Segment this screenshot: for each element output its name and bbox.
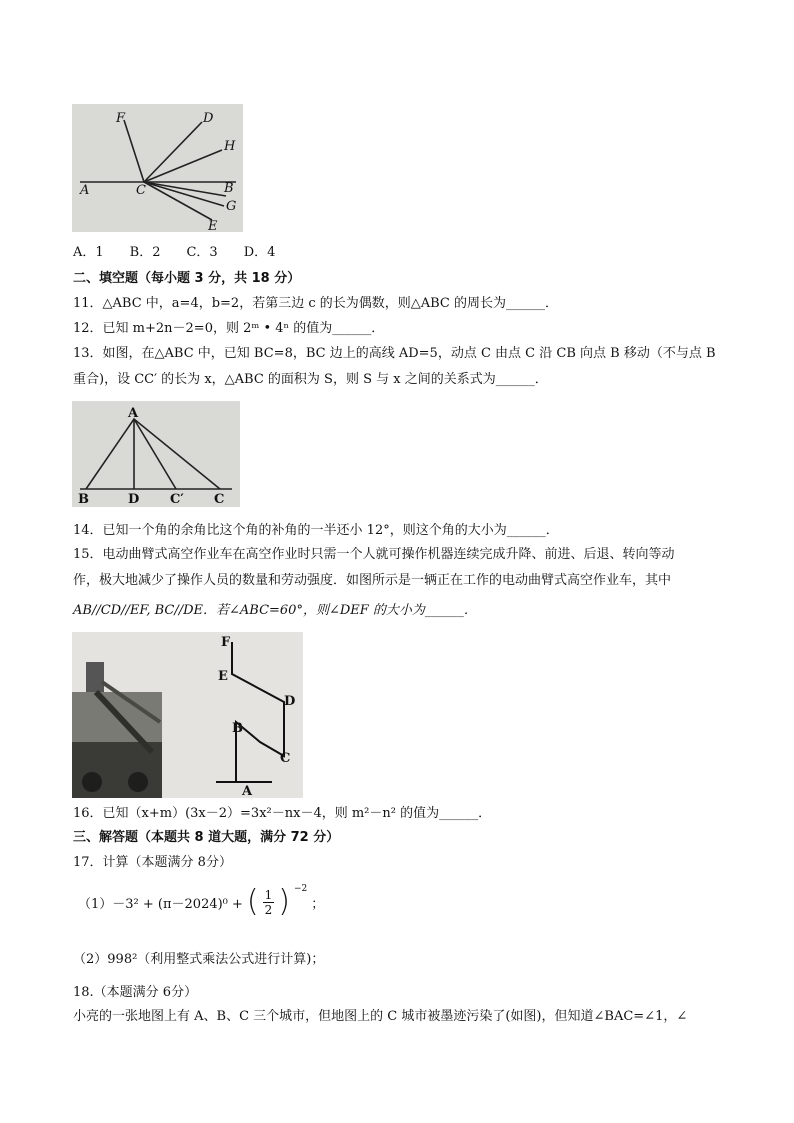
question-17-part2: （2）998²（利用整式乘法公式进行计算)；	[73, 952, 325, 967]
label-G: G	[226, 199, 237, 214]
figure-q15-lift-truck	[72, 632, 303, 798]
question-14: 14．已知一个角的余角比这个角的补角的一半还小 12°，则这个角的大小为______．	[73, 523, 559, 538]
label-D: D	[128, 492, 140, 507]
label-E: E	[218, 669, 228, 684]
label-A: A	[80, 183, 90, 198]
fraction-one-half	[263, 888, 275, 917]
label-A: A	[242, 784, 253, 798]
label-B: B	[232, 721, 243, 736]
section3-heading: 三、解答题（本题共 8 道大题，满分 72 分）	[73, 830, 340, 845]
question-13-line2: 重合)，设 CC′ 的长为 x，△ABC 的面积为 S，则 S 与 x 之间的关系式为______．	[73, 372, 548, 387]
label-F: F	[221, 635, 231, 650]
fraction-denominator: 2	[264, 902, 273, 917]
label-C: C	[214, 492, 225, 507]
question-11: 11．△ABC 中，a=4，b=2，若第三边 c 的长为偶数，则△ABC 的周长为______．	[73, 296, 559, 311]
label-D: D	[203, 111, 214, 126]
question-15-line1: 15．电动曲臂式高空作业车在高空作业时只需一个人就可操作机器连续完成升降、前进、后退、转向等动	[73, 547, 675, 562]
label-D: D	[284, 694, 296, 709]
label-C-prime: C′	[170, 492, 184, 507]
question-17-title: 17．计算（本题满分 8分）	[73, 855, 232, 870]
label-B: B	[224, 181, 234, 196]
label-C: C	[136, 183, 146, 198]
label-A: A	[128, 406, 139, 421]
question-15-line2: 作，极大地减少了操作人员的数量和劳动强度．如图所示是一辆正在工作的电动曲臂式高空作业车，其中	[73, 573, 672, 588]
question-16: 16．已知（x+m）(3x－2）=3x²－nx－4，则 m²－n² 的值为______．	[73, 806, 492, 821]
figure-q10-angles	[72, 104, 243, 232]
label-E: E	[208, 219, 218, 232]
question-18-title: 18.（本题满分 6分）	[73, 985, 198, 1000]
q10-options: A．1 B．2 C．3 D．4	[73, 245, 276, 260]
formula-prefix: （1）－3² + (π－2024)⁰ +	[78, 896, 243, 912]
label-C: C	[280, 751, 291, 766]
question-12: 12．已知 m+2n－2=0，则 2ᵐ • 4ⁿ 的值为______．	[73, 321, 385, 336]
question-18-line: 小亮的一张地图上有 A、B、C 三个城市，但地图上的 C 城市被墨迹污染了(如图)，但知道∠BAC=∠1，∠	[73, 1009, 688, 1024]
formula-suffix: ；	[311, 896, 325, 912]
label-B: B	[78, 492, 89, 507]
formula-exponent: −2	[294, 884, 308, 894]
label-H: H	[224, 139, 236, 154]
fraction-numerator: 1	[264, 887, 273, 902]
label-F: F	[116, 111, 126, 126]
section2-heading: 二、填空题（每小题 3 分，共 18 分）	[73, 271, 301, 286]
question-13-line1: 13．如图，在△ABC 中，已知 BC=8，BC 边上的高线 AD=5，动点 C 由点 C 沿 CB 向点 B 移动（不与点 B	[73, 346, 716, 361]
figure-q13-triangle	[72, 401, 240, 507]
question-17-part1-formula: （1）－3² + (π－2024)⁰ + ( $\frac{1}{2}$ ) $^{-2}$ ；	[78, 884, 325, 919]
question-15-line3: AB//CD//EF, BC//DE．若∠ABC=60°，则∠DEF 的大小为______．	[73, 603, 477, 618]
